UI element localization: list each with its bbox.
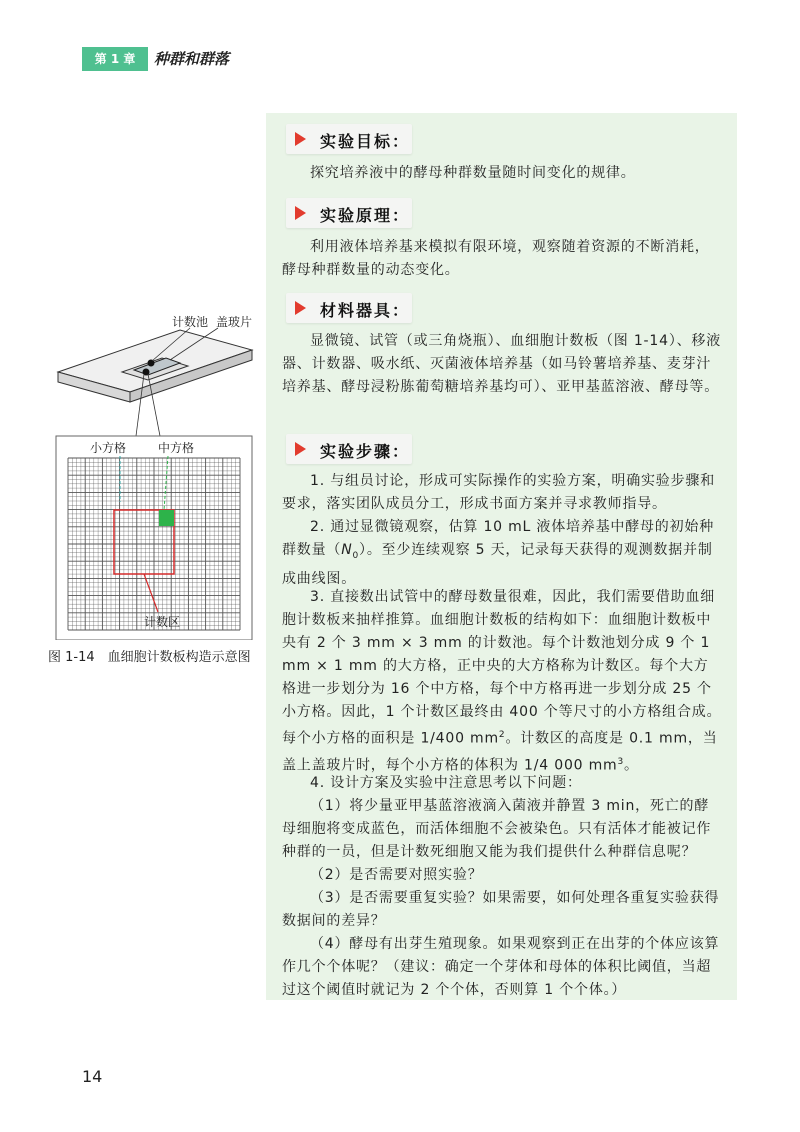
step-1: 1. 与组员讨论，形成可实际操作的实验方案，明确实验步骤和要求，落实团队成员分工，形成书面方案并寻求教师指导。 bbox=[282, 473, 716, 512]
question-3: （3）是否需要重复实验？如果需要，如何处理各重复实验获得数据间的差异？ bbox=[282, 890, 720, 929]
section-heading-steps bbox=[286, 434, 412, 464]
red-arrow-icon bbox=[295, 442, 306, 456]
step-4: 4. 设计方案及实验中注意思考以下问题： bbox=[310, 775, 582, 791]
counting-chamber-dot bbox=[148, 360, 155, 367]
page-number: 14 bbox=[82, 1067, 103, 1086]
label-cover: 盖玻片 bbox=[216, 315, 253, 329]
hemocytometer-figure bbox=[40, 310, 270, 640]
label-medium-square: 中方格 bbox=[158, 441, 195, 455]
goal-text: 探究培养液中的酵母种群数量随时间变化的规律。 bbox=[310, 165, 636, 181]
grid bbox=[68, 458, 240, 630]
chapter-title: 种群和群落 bbox=[154, 50, 230, 68]
section-heading-principle bbox=[286, 198, 412, 228]
section-heading-goal bbox=[286, 124, 412, 154]
section-title: 实验目标： bbox=[320, 132, 411, 151]
medium-square-highlight bbox=[159, 510, 174, 526]
label-small-square: 小方格 bbox=[90, 441, 127, 455]
red-arrow-icon bbox=[295, 206, 306, 220]
principle-text: 利用液体培养基来模拟有限环境，观察随着资源的不断消耗，酵母种群数量的动态变化。 bbox=[282, 239, 710, 278]
section-title: 实验步骤： bbox=[320, 442, 411, 461]
figure-caption: 图 1-14 血细胞计数板构造示意图 bbox=[48, 650, 251, 665]
question-2: （2）是否需要对照实验？ bbox=[310, 867, 483, 883]
section-title: 材料器具： bbox=[320, 301, 411, 320]
section-title: 实验原理： bbox=[320, 206, 411, 225]
question-1: （1）将少量亚甲基蓝溶液滴入菌液并静置 3 min，死亡的酵母细胞将变成蓝色，而活体细胞不会被染色。只有活体才能被记作种群的一员，但是计数死细胞又能为我们提供什么种群信息呢？ bbox=[282, 798, 712, 860]
section-heading-materials bbox=[286, 293, 412, 323]
chapter-tag: 第 1 章 bbox=[82, 47, 148, 71]
label-chamber: 计数池 bbox=[172, 315, 209, 329]
red-arrow-icon bbox=[295, 132, 306, 146]
red-arrow-icon bbox=[295, 301, 306, 315]
step-2: 2. 通过显微镜观察，估算 10 mL 液体培养基中酵母的初始种群数量$(N_0)$。至少连续观察 5 天，记录每天获得的观测数据并制成曲线图。 bbox=[282, 519, 715, 587]
label-count-area: 计数区 bbox=[144, 615, 181, 629]
materials-text: 显微镜、试管（或三角烧瓶）、血细胞计数板（图 1-14）、移液器、计数器、吸水纸、灭菌液体培养基（如马铃薯培养基、麦芽汁培养基、酵母浸粉胨葡萄糖培养基均可）、亚甲基蓝溶液、酵母等。 bbox=[282, 333, 722, 395]
step-3: 3. 直接数出试管中的酵母数量很难，因此，我们需要借助血细胞计数板来抽样推算。血细胞计数板的结构如下：血细胞计数板中央有 2 个 3 mm × 3 mm 的计数池。每个计数池划分成 9 个 1 mm × 1 mm 的大方格，正中央的大方格称为计数区。每个大方格进一步划分为 16 个中方格，每个中方格再进一步划分成 25 个小方格。因此，1 个计数区最终由 400 个等尺寸的小方格组合成。每个小方格的面积是 1/400 $mm^2$。计数区的高度是 0.1 mm，当盖上盖玻片时，每个小方格的体积为 1/4 000 $mm^3$。 bbox=[282, 589, 722, 774]
question-4: （4）酵母有出芽生殖现象。如果观察到正在出芽的个体应该算作几个个体呢？（建议：确定一个芽体和母体的体积比阈值，当超过这个阈值时就记为 2 个个体，否则算 1 个个体。） bbox=[282, 936, 720, 998]
